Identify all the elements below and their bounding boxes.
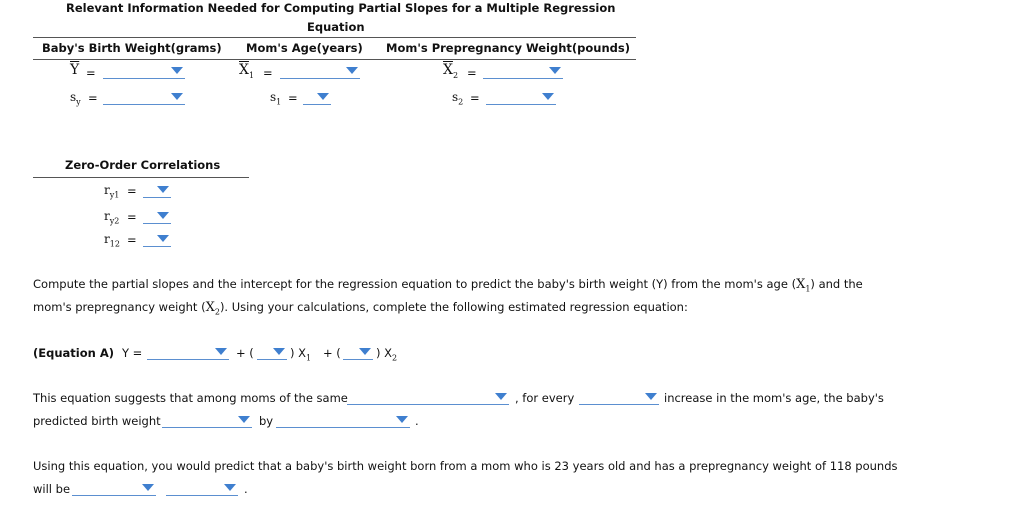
header-prepregnancy-weight: Mom's Prepregnancy Weight(pounds) <box>386 41 631 55</box>
equation-y: Y = <box>122 346 143 360</box>
header-birth-weight: Baby's Birth Weight(grams) <box>42 41 222 55</box>
equation-x1: ) $X_1$ <box>290 346 312 363</box>
ybar-label: $\overline{Y}$ <box>70 62 80 78</box>
table-title: Relevant Information Needed for Computing Partial Slopes for a Multiple Regression <box>66 1 616 15</box>
x1bar-equals: = <box>263 66 273 80</box>
correlations-divider <box>33 177 249 178</box>
x2bar-label: $\overline{X}_2$ <box>443 62 459 80</box>
chevron-down-icon <box>157 212 169 219</box>
sy-equals: = <box>88 91 98 105</box>
sentence1-part-e: by <box>259 414 274 428</box>
ry1-equals: = <box>127 184 137 198</box>
chevron-down-icon <box>215 348 227 355</box>
ry1-dropdown[interactable] <box>143 183 171 198</box>
r12-dropdown[interactable] <box>143 232 171 247</box>
sentence2-period: . <box>244 482 248 496</box>
s2-label: $s_2$ <box>452 90 464 107</box>
header-mom-age: Mom's Age(years) <box>246 41 363 55</box>
s1-dropdown[interactable] <box>303 90 331 105</box>
chevron-down-icon <box>171 67 183 74</box>
ybar-dropdown[interactable] <box>103 64 185 79</box>
ybar-equals: = <box>86 66 96 80</box>
s2-equals: = <box>470 91 480 105</box>
chevron-down-icon <box>171 93 183 100</box>
r12-label: $r_{12}$ <box>104 232 120 249</box>
prediction-unit-dropdown[interactable] <box>166 481 238 496</box>
title-divider <box>33 37 636 38</box>
sentence1-period: . <box>415 414 419 428</box>
chevron-down-icon <box>495 393 507 400</box>
x2bar-equals: = <box>467 66 477 80</box>
ry2-equals: = <box>127 210 137 224</box>
r12-equals: = <box>127 233 137 247</box>
age-increase-dropdown[interactable] <box>579 390 659 405</box>
instructions-line1: Compute the partial slopes and the intercept for the regression equation to predict the baby's birth weight (Y) from the mom's age $(X_1)$ and the <box>33 277 863 294</box>
correlations-heading: Zero-Order Correlations <box>65 158 221 172</box>
header-divider <box>33 59 636 60</box>
sentence1-part-a: This equation suggests that among moms of the same <box>33 391 348 405</box>
chevron-down-icon <box>317 93 329 100</box>
amount-dropdown[interactable] <box>276 413 410 428</box>
slope-x1-dropdown[interactable] <box>257 345 287 360</box>
x2bar-dropdown[interactable] <box>483 64 563 79</box>
sentence1-part-b: , for every <box>515 391 575 405</box>
direction-dropdown[interactable] <box>162 413 252 428</box>
sy-dropdown[interactable] <box>103 90 185 105</box>
s1-equals: = <box>288 91 298 105</box>
chevron-down-icon <box>157 186 169 193</box>
s2-dropdown[interactable] <box>486 90 556 105</box>
sentence2-line2: will be <box>33 482 71 496</box>
slope-x2-dropdown[interactable] <box>343 345 373 360</box>
held-constant-dropdown[interactable] <box>347 390 509 405</box>
chevron-down-icon <box>359 348 371 355</box>
chevron-down-icon <box>396 416 408 423</box>
chevron-down-icon <box>224 484 236 491</box>
equation-x2: ) $X_2$ <box>376 346 398 363</box>
x1bar-dropdown[interactable] <box>280 64 360 79</box>
x1bar-label: $\overline{X}_1$ <box>239 62 255 80</box>
equation-label: (Equation A) <box>33 346 114 360</box>
sentence1-part-d: predicted birth weight <box>33 414 161 428</box>
ry1-label: $r_{y1}$ <box>104 183 120 200</box>
chevron-down-icon <box>645 393 657 400</box>
chevron-down-icon <box>238 416 250 423</box>
chevron-down-icon <box>157 235 169 242</box>
chevron-down-icon <box>549 67 561 74</box>
chevron-down-icon <box>542 93 554 100</box>
chevron-down-icon <box>273 348 285 355</box>
sentence2-line1: Using this equation, you would predict that a baby's birth weight born from a mom who is 23 years old and has a prepregnancy weight of 118 pounds <box>33 459 898 473</box>
chevron-down-icon <box>346 67 358 74</box>
intercept-dropdown[interactable] <box>147 345 229 360</box>
instructions-line2: mom's prepregnancy weight $(X_2)$. Using your calculations, complete the following estimated regression equation: <box>33 300 688 317</box>
equation-plus2: + ( <box>323 346 341 360</box>
s1-label: $s_1$ <box>270 90 282 107</box>
prediction-value-dropdown[interactable] <box>72 481 156 496</box>
ry2-dropdown[interactable] <box>143 209 171 224</box>
chevron-down-icon <box>142 484 154 491</box>
sy-label: $s_y$ <box>70 90 81 107</box>
table-title-line2: Equation <box>307 20 365 34</box>
sentence1-part-c: increase in the mom's age, the baby's <box>664 391 884 405</box>
equation-plus1: + ( <box>236 346 254 360</box>
ry2-label: $r_{y2}$ <box>104 209 120 226</box>
